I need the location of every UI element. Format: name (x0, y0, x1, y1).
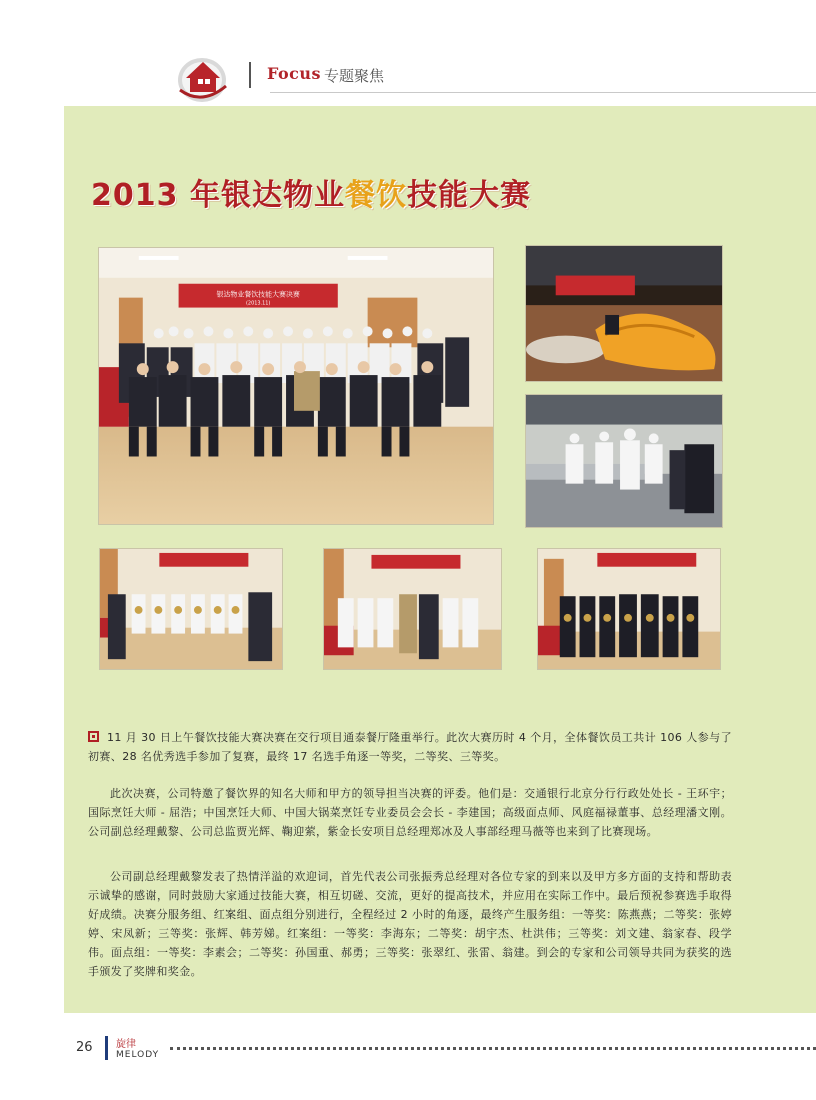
magazine-name-en: MELODY (116, 1050, 160, 1060)
page-number: 26 (76, 1040, 93, 1055)
group-photo (98, 247, 494, 525)
footer-dotted-rule (170, 1047, 816, 1050)
award-photo-2 (323, 548, 502, 670)
paragraph-1-text: 11 月 30 日上午餐饮技能大赛决赛在交行项目通泰餐厅隆重举行。此次大赛历时 4 个月，全体餐饮员工共计 106 人参与了初赛、28 名优秀选手参加了复赛，最终 17 名选手角逐一等奖，二等奖、三等奖。 (88, 731, 732, 763)
footer-accent-bar (105, 1036, 108, 1060)
title-part-1: 2013 年银达物业 (91, 178, 345, 213)
article-title (91, 170, 531, 214)
group-photo-banner: 银达物业餐饮技能大赛决赛 (216, 290, 300, 299)
award-photo-1 (99, 548, 283, 670)
header-rule-line (270, 92, 816, 93)
focus-label: Focus (267, 64, 322, 83)
kitchen-photo (525, 394, 723, 528)
group-photo-banner-year: (2013.11) (245, 300, 271, 307)
title-highlight: 餐饮 (344, 178, 407, 213)
paragraph-3: 公司副总经理戴黎发表了热情洋溢的欢迎词，首先代表公司张振秀总经理对各位专家的到来以及甲方多方面的支持和帮助表示诚挚的感谢，同时鼓励大家通过技能大赛，相互切磋、交流，更好的提高技术，并应用在实际工作中。最后预祝参赛选手取得好成绩。决赛分服务组、红案组、面点组分别进行，全程经过 2 小时的角逐，最终产生服务组：一等奖：陈燕燕；二等奖：张婷婷、宋凤新；三等奖：张辉、韩芳娣。红案组：一等奖：李海东；二等奖：胡宇杰、杜洪伟；三等奖：刘文建、翁家春、段学伟。面点组：一等奖：李素会；二等奖：孙国重、郝勇；三等奖：张翠红、张雷、翁建。到会的专家和公司领导共同为获奖的选手颁发了奖牌和奖金。 (88, 870, 732, 978)
paragraph-2: 此次决赛，公司特邀了餐饮界的知名大师和甲方的领导担当决赛的评委。他们是：交通银行北京分行行政处处长 - 王环宇；国际烹饪大师 - 屈浩；中国烹饪大师、中国大锅菜烹饪专业委员会会长 - 李建国；高级面点师、风庭福禄董事、总经理潘文刚。公司副总经理戴黎、公司总监贾光辉、鞠迎萦，紫金长安项目总经理郑冰及人事部经理马薇等也来到了比赛现场。 (88, 787, 732, 838)
section-label: 专题聚焦 (324, 67, 385, 85)
header-divider (249, 62, 251, 88)
magazine-name-cn: 旋律 (116, 1039, 136, 1050)
bullet-icon (88, 731, 99, 742)
food-display-photo (525, 245, 723, 382)
title-part-2: 技能大赛 (406, 178, 531, 213)
house-logo-icon (176, 50, 232, 104)
award-photo-3 (537, 548, 721, 670)
paragraph-1 (88, 728, 732, 766)
